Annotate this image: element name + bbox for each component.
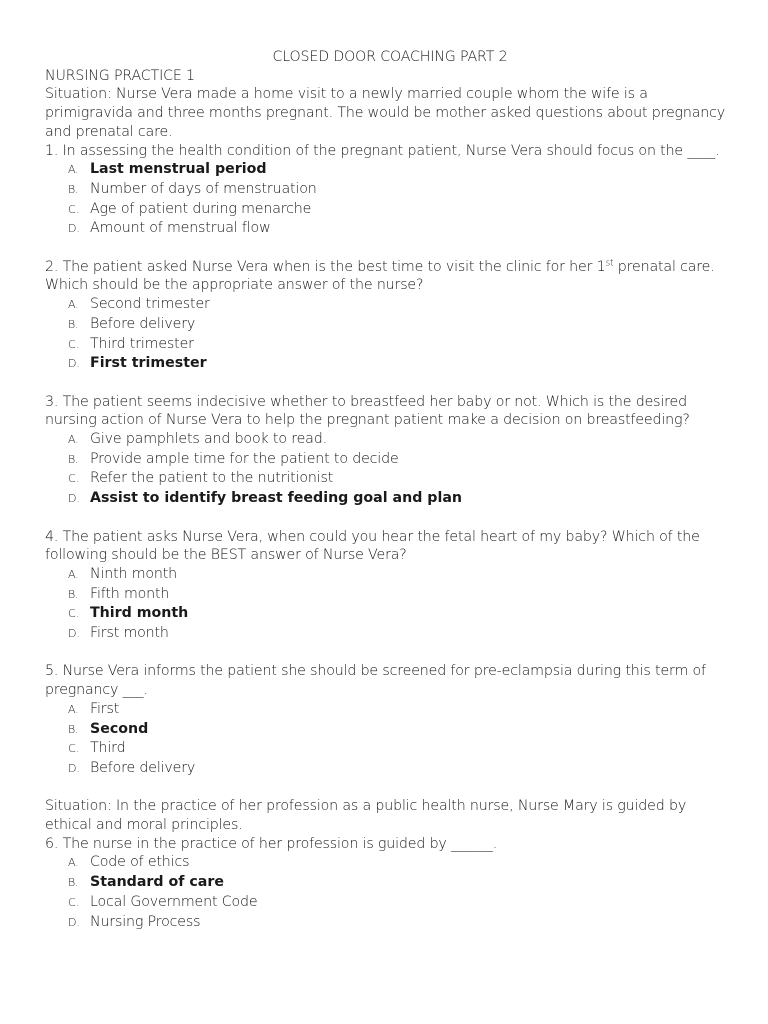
question-stem: 6. The nurse in the practice of her profession is guided by ______. (45, 835, 498, 852)
option-c: C. Third trimester (68, 335, 194, 352)
option-list (45, 160, 735, 239)
option-a: A. Code of ethics (68, 854, 190, 871)
option-d: D. First trimester (68, 355, 207, 372)
section-heading: NURSING PRACTICE 1 (45, 67, 195, 84)
question-3 (45, 393, 735, 509)
question-5 (45, 662, 735, 778)
option-d: D. First month (68, 625, 169, 642)
question-stem: 5. Nurse Vera informs the patient she should be screened for pre-eclampsia during this term of pregnancy ___. (45, 663, 706, 699)
option-b: B. Provide ample time for the patient to decide (68, 450, 399, 467)
option-b: B. Standard of care (68, 874, 224, 891)
option-list (45, 430, 735, 509)
option-list (45, 853, 735, 932)
option-d: D. Assist to identify breast feeding goal and plan (68, 490, 462, 507)
option-d: D. Amount of menstrual flow (68, 220, 271, 237)
situation-2: Situation: In the practice of her profession as a public health nurse, Nurse Mary is guided by ethical and moral principles. (45, 798, 687, 834)
option-b: B. Before delivery (68, 315, 196, 332)
question-stem: 3. The patient seems indecisive whether to breastfeed her baby or not. Which is the desired nursing action of Nurse Vera to help the pregnant patient make a decision on breastfeeding? (45, 393, 690, 429)
option-list (45, 565, 735, 644)
question-2 (45, 258, 735, 374)
question-stem: 1. In assessing the health condition of the pregnant patient, Nurse Vera should focus on the ____. (45, 142, 720, 159)
question-4 (45, 528, 735, 644)
document-title: CLOSED DOOR COACHING PART 2 (272, 49, 508, 65)
option-a: A. Second trimester (68, 296, 210, 313)
situation-1: Situation: Nurse Vera made a home visit to a newly married couple whom the wife is a primigravida and three months pregnant. The would be mother asked questions about pregnancy and prenatal care. (45, 86, 726, 140)
option-d: D. Before delivery (68, 759, 196, 776)
option-c: C. Third month (68, 605, 189, 622)
option-a: A. Last menstrual period (68, 161, 267, 178)
option-b: B. Fifth month (68, 585, 170, 602)
option-list (45, 700, 735, 779)
option-d: D. Nursing Process (68, 913, 201, 930)
document-page (45, 48, 735, 932)
question-stem: 2. The patient asked Nurse Vera when is the best time to visit the clinic for her 1st prenatal care. Which should be the appropriate answer of the nurse? (45, 257, 715, 294)
option-a: A. Give pamphlets and book to read. (68, 431, 327, 448)
option-a: A. First (68, 700, 120, 717)
option-c: C. Refer the patient to the nutritionist (68, 470, 334, 487)
question-1 (45, 142, 735, 240)
option-c: C. Third (68, 740, 126, 757)
option-b: B. Second (68, 720, 149, 737)
option-list (45, 295, 735, 374)
option-a: A. Ninth month (68, 565, 178, 582)
question-6 (45, 835, 735, 933)
option-b: B. Number of days of menstruation (68, 180, 317, 197)
option-c: C. Age of patient during menarche (68, 200, 312, 217)
option-c: C. Local Government Code (68, 893, 258, 910)
question-stem: 4. The patient asks Nurse Vera, when could you hear the fetal heart of my baby? Which of the following should be the BEST answer of Nurse Vera? (45, 528, 700, 564)
